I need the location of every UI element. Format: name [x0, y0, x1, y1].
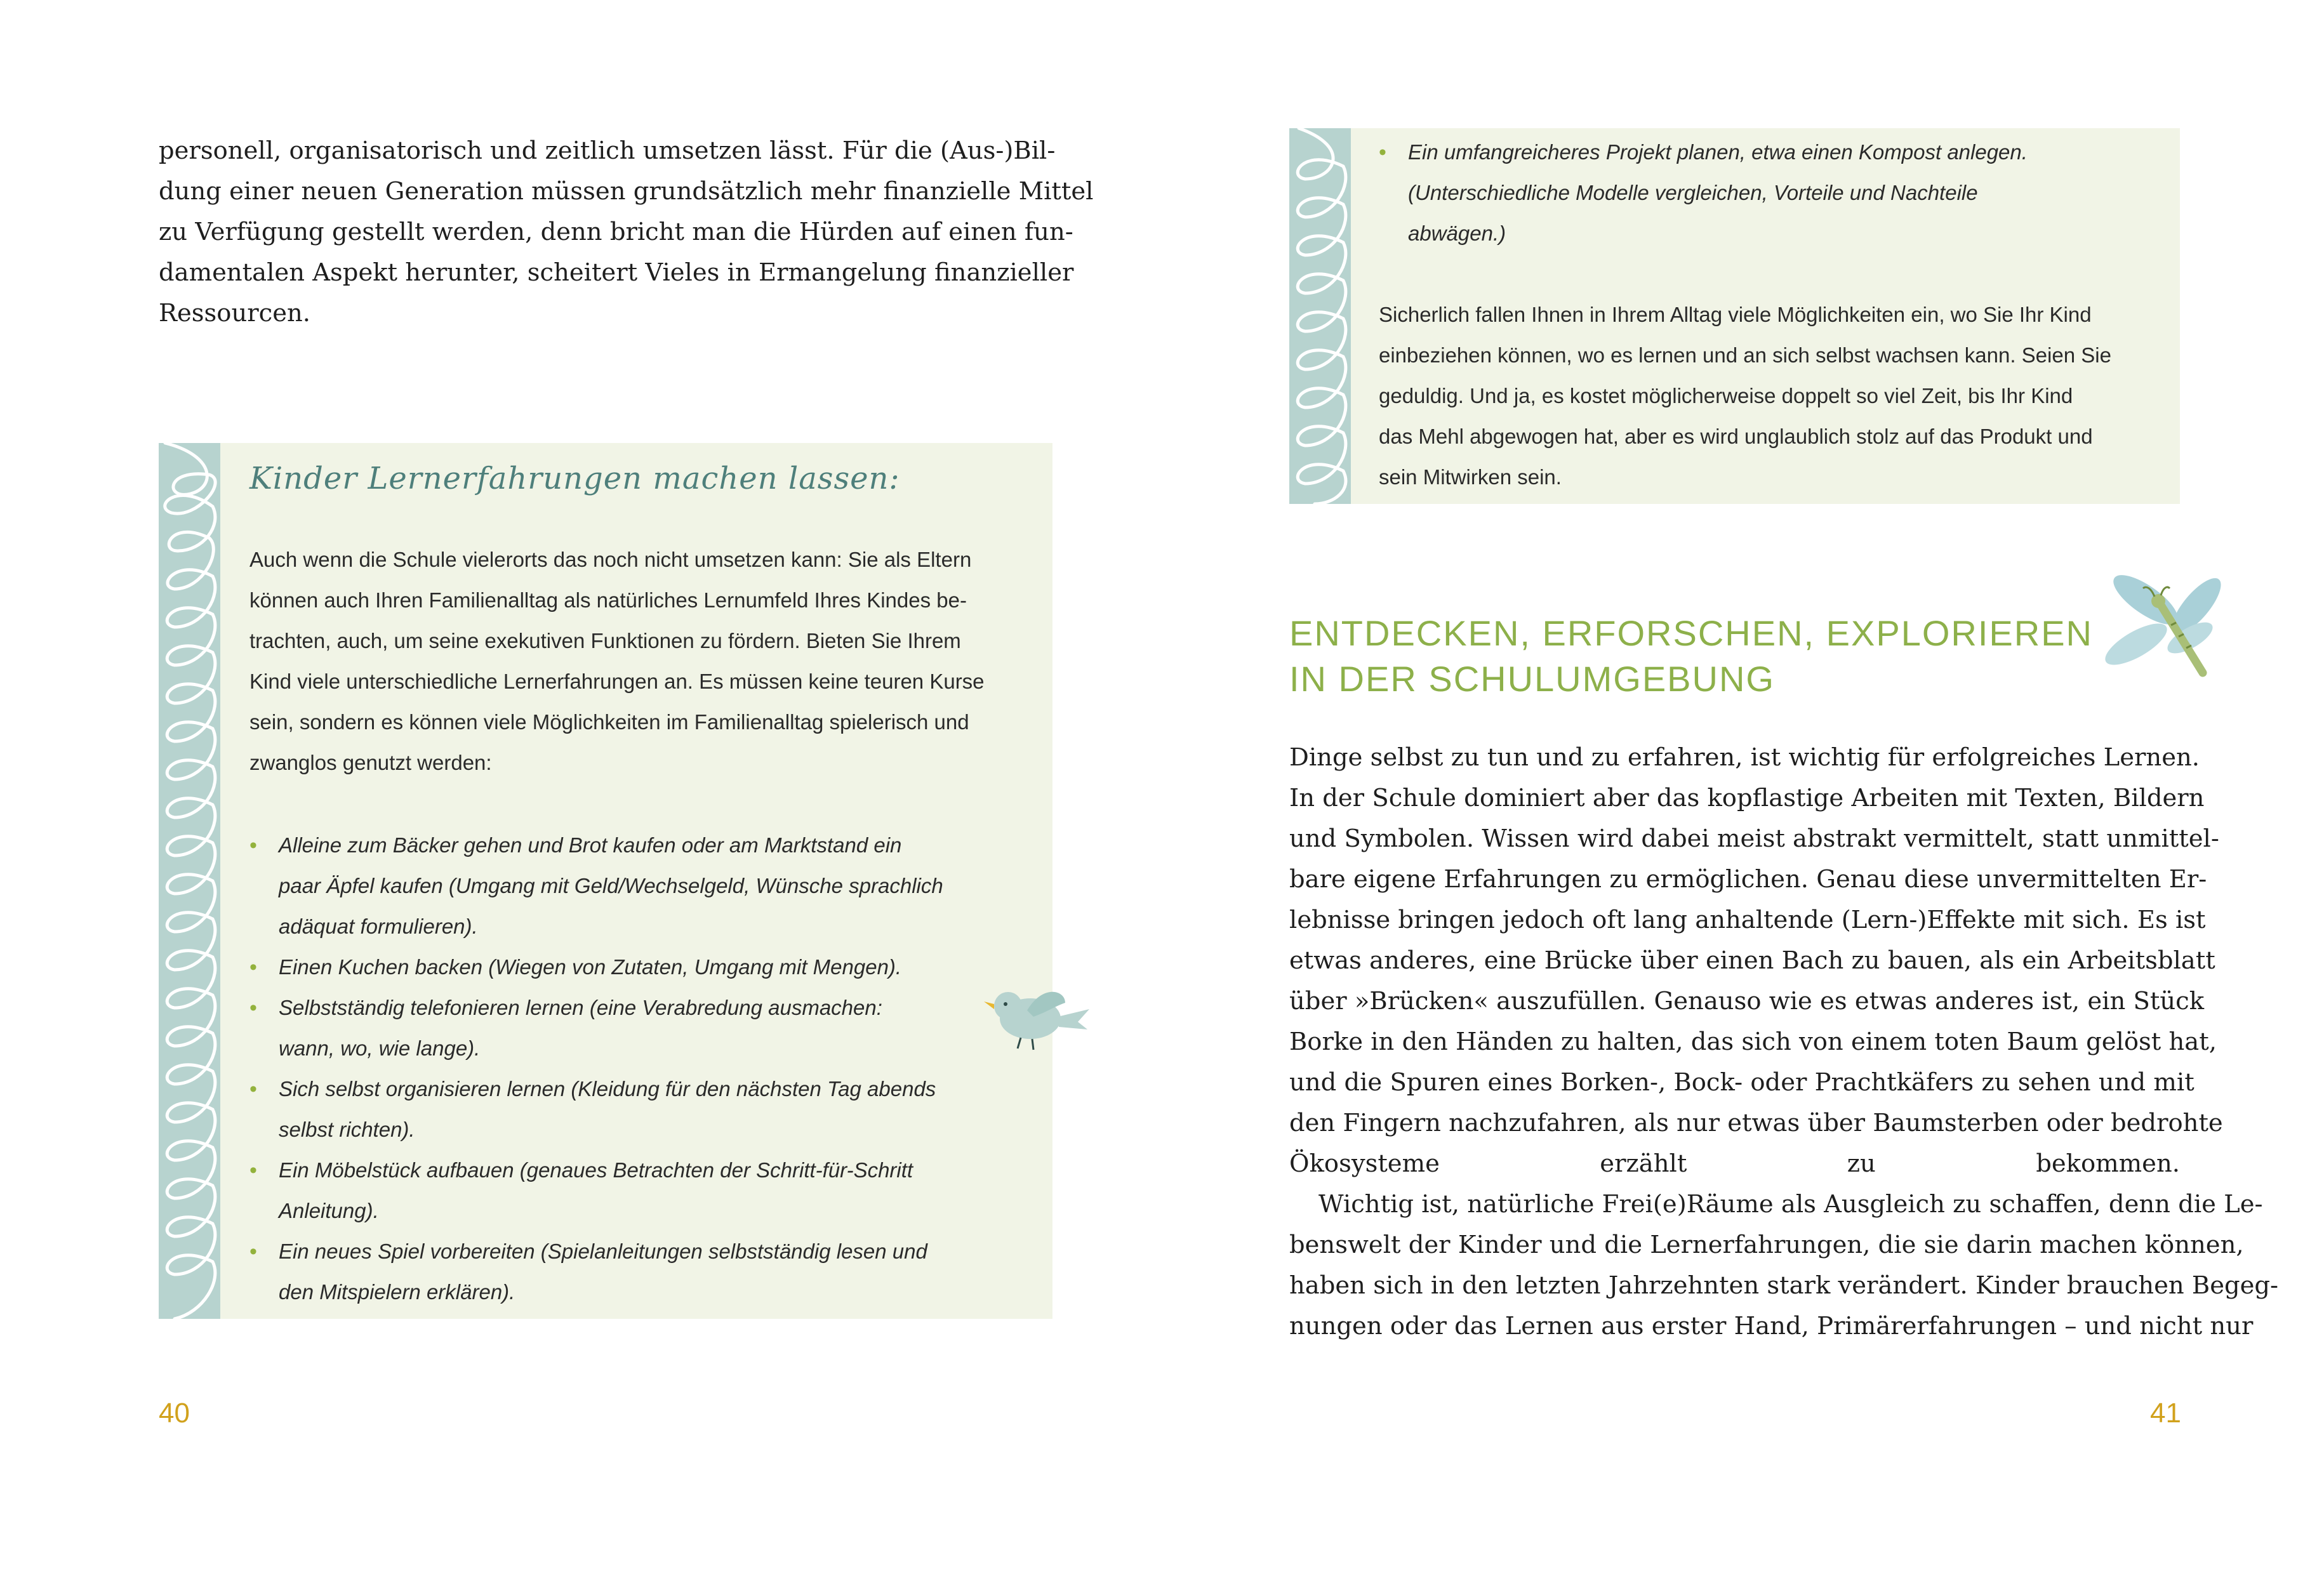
text-line: und die Spuren eines Borken-, Bock- oder Prachtkäfers zu sehen und mit: [1289, 1068, 2195, 1097]
text-line: geduldig. Und ja, es kostet möglicherweise doppelt so viel Zeit, bis Ihr Kind: [1379, 384, 2073, 407]
text-line: sein Mitwirken sein.: [1379, 465, 1562, 489]
heading-line: IN DER SCHULUMGEBUNG: [1289, 659, 1775, 699]
text-line: dung einer neuen Generation müssen grundsätzlich mehr finanzielle Mittel: [159, 177, 1094, 206]
text-line: und Symbolen. Wissen wird dabei meist abstrakt vermittelt, statt unmittel-: [1289, 824, 2219, 853]
right-body-paragraph-1: [1289, 737, 2223, 1184]
bullet-icon: •: [249, 996, 257, 1020]
box-intro-text: [249, 539, 1030, 783]
text-line: selbst richten).: [279, 1118, 415, 1141]
text-line: damentalen Aspekt herunter, scheitert Vieles in Ermangelung finanzieller: [159, 258, 1074, 287]
text-line: das Mehl abgewogen hat, aber es wird unglaublich stolz auf das Produkt und: [1379, 425, 2093, 448]
list-item: [1379, 132, 2160, 254]
text-line: den Mitspielern erklären).: [279, 1280, 515, 1304]
text-line: Ökosysteme erzählt zu bekommen.: [1289, 1149, 2180, 1178]
bullet-icon: •: [249, 955, 257, 979]
page-number-left: 40: [159, 1398, 190, 1429]
heading-line: ENTDECKEN, ERFORSCHEN, EXPLORIEREN: [1289, 613, 2093, 653]
text-line: (Unterschiedliche Modelle vergleichen, Vorteile und Nachteile: [1408, 181, 1978, 204]
text-line: benswelt der Kinder und die Lernerfahrungen, die sie darin machen können,: [1289, 1231, 2244, 1259]
text-line: Dinge selbst zu tun und zu erfahren, ist wichtig für erfolgreiches Lernen.: [1289, 743, 2200, 772]
decorative-loop-strip-right: [1289, 128, 1351, 504]
text-line: Anleitung).: [279, 1199, 379, 1222]
text-line: Borke in den Händen zu halten, das sich von einem toten Baum gelöst hat,: [1289, 1028, 2217, 1056]
text-line: etwas anderes, eine Brücke über einen Bach zu bauen, als ein Arbeitsblatt: [1289, 946, 2215, 975]
left-intro-paragraph: [159, 131, 1094, 334]
text-line: haben sich in den letzten Jahrzehnten stark verändert. Kinder brauchen Begeg-: [1289, 1271, 2279, 1300]
box-title: Kinder Lernerfahrungen machen lassen:: [249, 461, 900, 496]
text-line: bare eigene Erfahrungen zu ermöglichen. Genau diese unvermittelten Er-: [1289, 865, 2207, 894]
text-line: über »Brücken« auszufüllen. Genauso wie es etwas anderes ist, ein Stück: [1289, 987, 2205, 1015]
bullet-icon: •: [249, 1158, 257, 1182]
text-line: paar Äpfel kaufen (Umgang mit Geld/Wechselgeld, Wünsche sprachlich: [279, 874, 943, 897]
right-box-bullet: [1379, 132, 2160, 254]
text-line: trachten, auch, um seine exekutiven Funktionen zu fördern. Bieten Sie Ihrem: [249, 629, 961, 652]
text-line: den Fingern nachzufahren, als nur etwas über Baumsterben oder bedrohte: [1289, 1109, 2223, 1137]
text-line: Ein neues Spiel vorbereiten (Spielanleitungen selbstständig lesen und: [279, 1240, 927, 1263]
text-line: können auch Ihren Familienalltag als natürliches Lernumfeld Ihres Kindes be-: [249, 588, 967, 612]
decorative-loop-strip-left: [159, 443, 220, 1319]
loop-pattern-icon: [1289, 128, 1351, 504]
list-item: [249, 1069, 1030, 1150]
bird-icon: [983, 977, 1091, 1054]
loop-pattern-icon: [159, 443, 220, 1319]
bullet-icon: •: [249, 1077, 257, 1101]
text-line: Kind viele unterschiedliche Lernerfahrungen an. Es müssen keine teuren Kurse: [249, 670, 985, 693]
section-heading: [1289, 611, 2093, 702]
text-line: Auch wenn die Schule vielerorts das noch nicht umsetzen kann: Sie als Eltern: [249, 548, 972, 571]
text-line: Sich selbst organisieren lernen (Kleidung für den nächsten Tag abends: [279, 1077, 936, 1101]
page-number-right: 41: [2150, 1398, 2181, 1429]
list-item: [249, 947, 1030, 988]
text-line: personell, organisatorisch und zeitlich umsetzen lässt. Für die (Aus-)Bil-: [159, 136, 1056, 165]
bullet-icon: •: [249, 1240, 257, 1264]
text-line: sein, sondern es können viele Möglichkeiten im Familienalltag spielerisch und: [249, 710, 969, 734]
box-bullet-list: [249, 825, 1030, 1313]
list-item: [249, 1231, 1030, 1313]
list-item: [249, 1150, 1030, 1231]
text-line: Ein umfangreicheres Projekt planen, etwa einen Kompost anlegen.: [1408, 140, 2028, 164]
text-line: nungen oder das Lernen aus erster Hand, Primärerfahrungen – und nicht nur: [1289, 1312, 2254, 1340]
text-line: einbeziehen können, wo es lernen und an sich selbst wachsen kann. Seien Sie: [1379, 343, 2111, 367]
list-item: [249, 988, 1030, 1069]
text-line: abwägen.): [1408, 222, 1506, 245]
text-line: Ein Möbelstück aufbauen (genaues Betrachten der Schritt-für-Schritt: [279, 1158, 913, 1182]
text-line: Einen Kuchen backen (Wiegen von Zutaten, Umgang mit Mengen).: [279, 955, 902, 979]
list-item: [249, 825, 1030, 947]
text-line: Wichtig ist, natürliche Frei(e)Räume als Ausgleich zu schaffen, denn die Le-: [1318, 1190, 2263, 1219]
text-line: zu Verfügung gestellt werden, denn bricht man die Hürden auf einen fun-: [159, 218, 1073, 246]
bullet-icon: •: [249, 833, 257, 857]
text-line: wann, wo, wie lange).: [279, 1036, 481, 1060]
bullet-icon: •: [1379, 140, 1386, 164]
text-line: Ressourcen.: [159, 299, 311, 327]
text-line: Alleine zum Bäcker gehen und Brot kaufen oder am Marktstand ein: [279, 833, 902, 857]
text-line: Selbstständig telefonieren lernen (eine Verabredung ausmachen:: [279, 996, 882, 1019]
dragonfly-icon: [2101, 562, 2228, 689]
text-line: lebnisse bringen jedoch oft lang anhaltende (Lern-)Effekte mit sich. Es ist: [1289, 906, 2206, 934]
text-line: In der Schule dominiert aber das kopflastige Arbeiten mit Texten, Bildern: [1289, 784, 2205, 812]
text-line: zwanglos genutzt werden:: [249, 751, 492, 774]
right-body-paragraph-2: [1289, 1184, 2279, 1347]
text-line: adäquat formulieren).: [279, 915, 478, 938]
text-line: Sicherlich fallen Ihnen in Ihrem Alltag viele Möglichkeiten ein, wo Sie Ihr Kind: [1379, 303, 2092, 326]
right-box-paragraph: [1379, 294, 2166, 498]
